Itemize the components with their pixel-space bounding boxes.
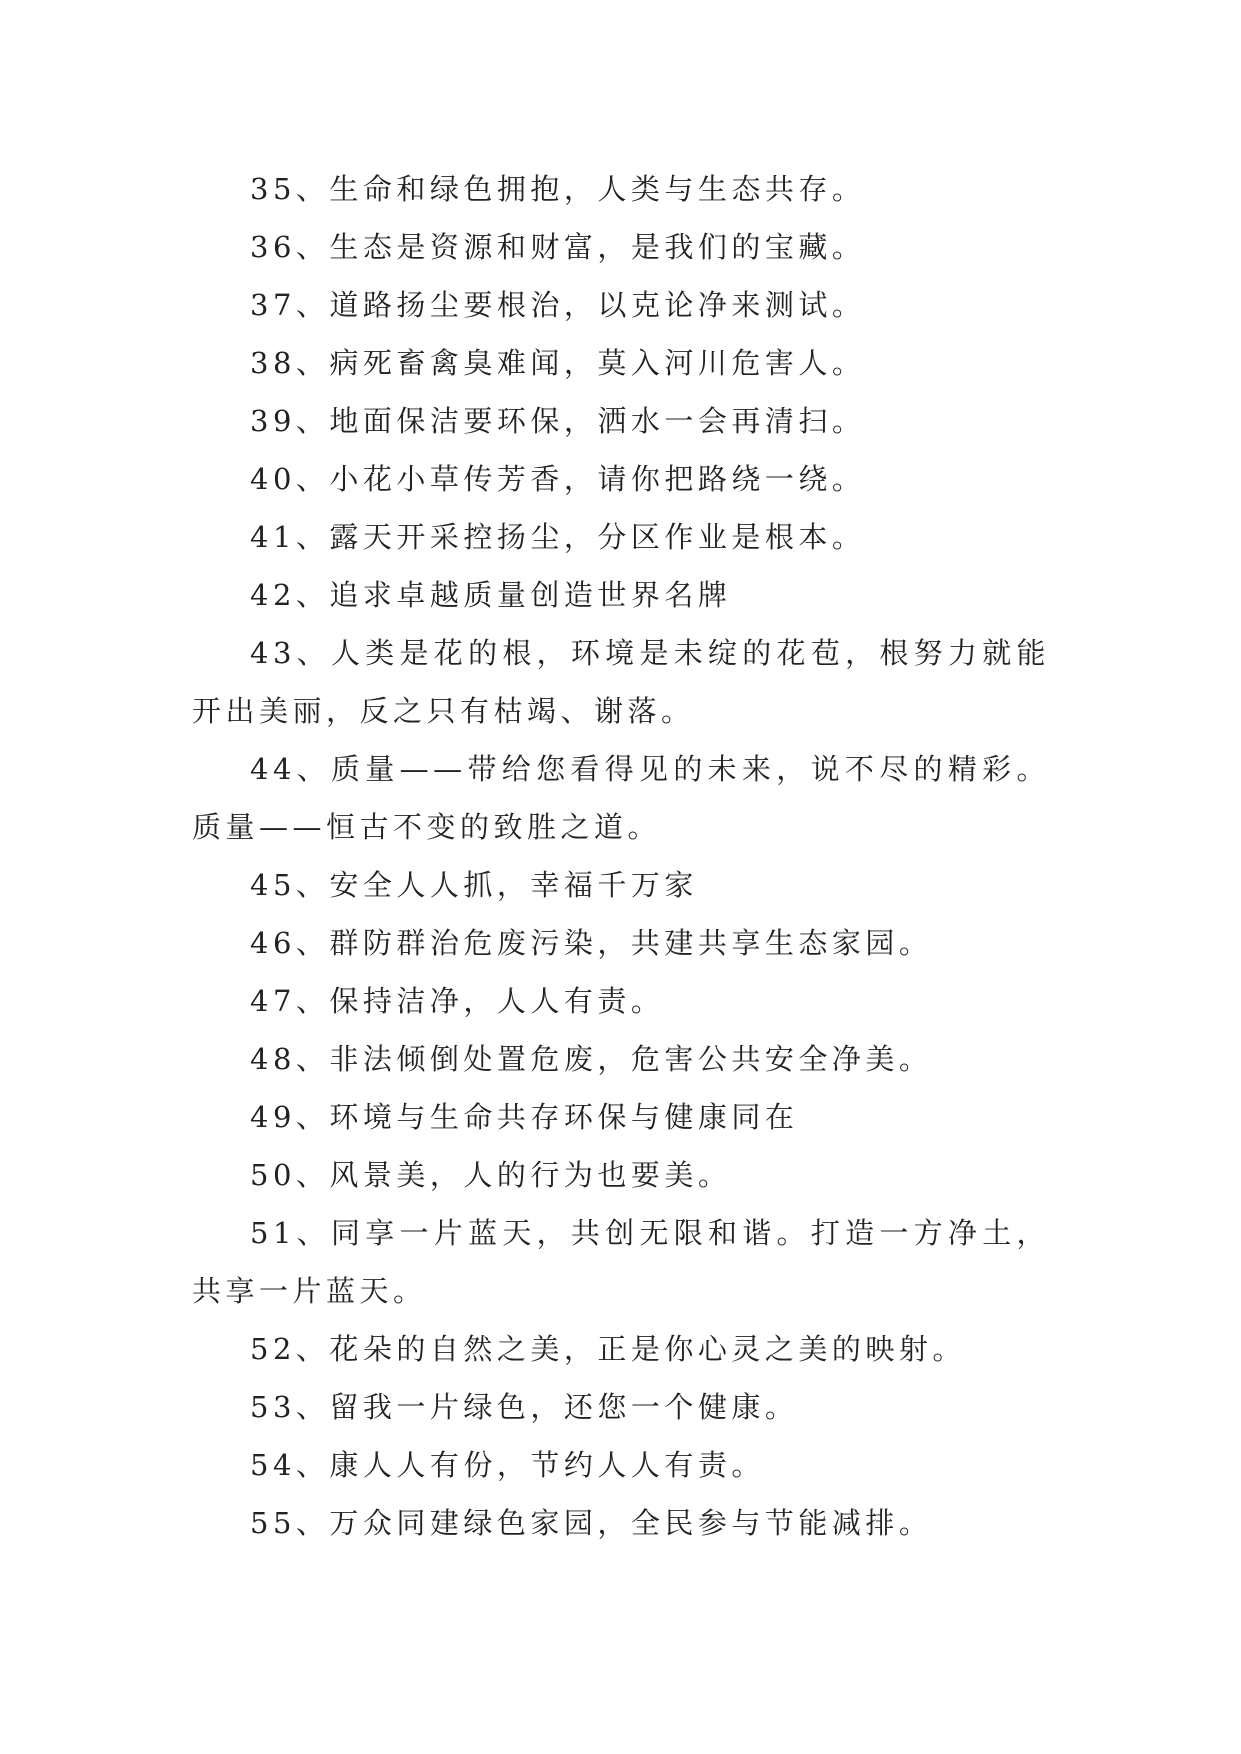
paragraph-48: 48、非法倾倒处置危废，危害公共安全净美。 [250,1042,933,1076]
paragraph-43: 43、人类是花的根，环境是未绽的花苞，根努力就能开出美丽，反之只有枯竭、谢落。 [192,636,1050,728]
paragraph-51: 51、同享一片蓝天，共创无限和谐。打造一方净土，共享一片蓝天。 [192,1216,1050,1308]
paragraph-46: 46、群防群治危废污染，共建共享生态家园。 [250,926,933,960]
paragraph-37: 37、道路扬尘要根治，以克论净来测试。 [250,288,866,322]
paragraph-50: 50、风景美，人的行为也要美。 [250,1158,732,1192]
paragraph-52: 52、花朵的自然之美，正是你心灵之美的映射。 [250,1332,966,1366]
paragraph-42: 42、追求卓越质量创造世界名牌 [250,578,732,612]
paragraph-45: 45、安全人人抓，幸福千万家 [250,868,698,902]
paragraph-40: 40、小花小草传芳香，请你把路绕一绕。 [250,462,866,496]
paragraph-44: 44、质量——带给您看得见的未来，说不尽的精彩。质量——恒古不变的致胜之道。 [192,752,1050,844]
paragraph-36: 36、生态是资源和财富，是我们的宝藏。 [250,230,866,264]
paragraph-53: 53、留我一片绿色，还您一个健康。 [250,1390,799,1424]
paragraph-49: 49、环境与生命共存环保与健康同在 [250,1100,799,1134]
paragraph-38: 38、病死畜禽臭难闻，莫入河川危害人。 [250,346,866,380]
document-body [192,160,1050,1552]
paragraph-41: 41、露天开采控扬尘，分区作业是根本。 [250,520,866,554]
paragraph-55: 55、万众同建绿色家园，全民参与节能减排。 [250,1506,933,1540]
paragraph-54: 54、康人人有份，节约人人有责。 [250,1448,765,1482]
paragraph-39: 39、地面保洁要环保，洒水一会再清扫。 [250,404,866,438]
paragraph-35: 35、生命和绿色拥抱，人类与生态共存。 [250,172,866,206]
paragraph-47: 47、保持洁净，人人有责。 [250,984,665,1018]
